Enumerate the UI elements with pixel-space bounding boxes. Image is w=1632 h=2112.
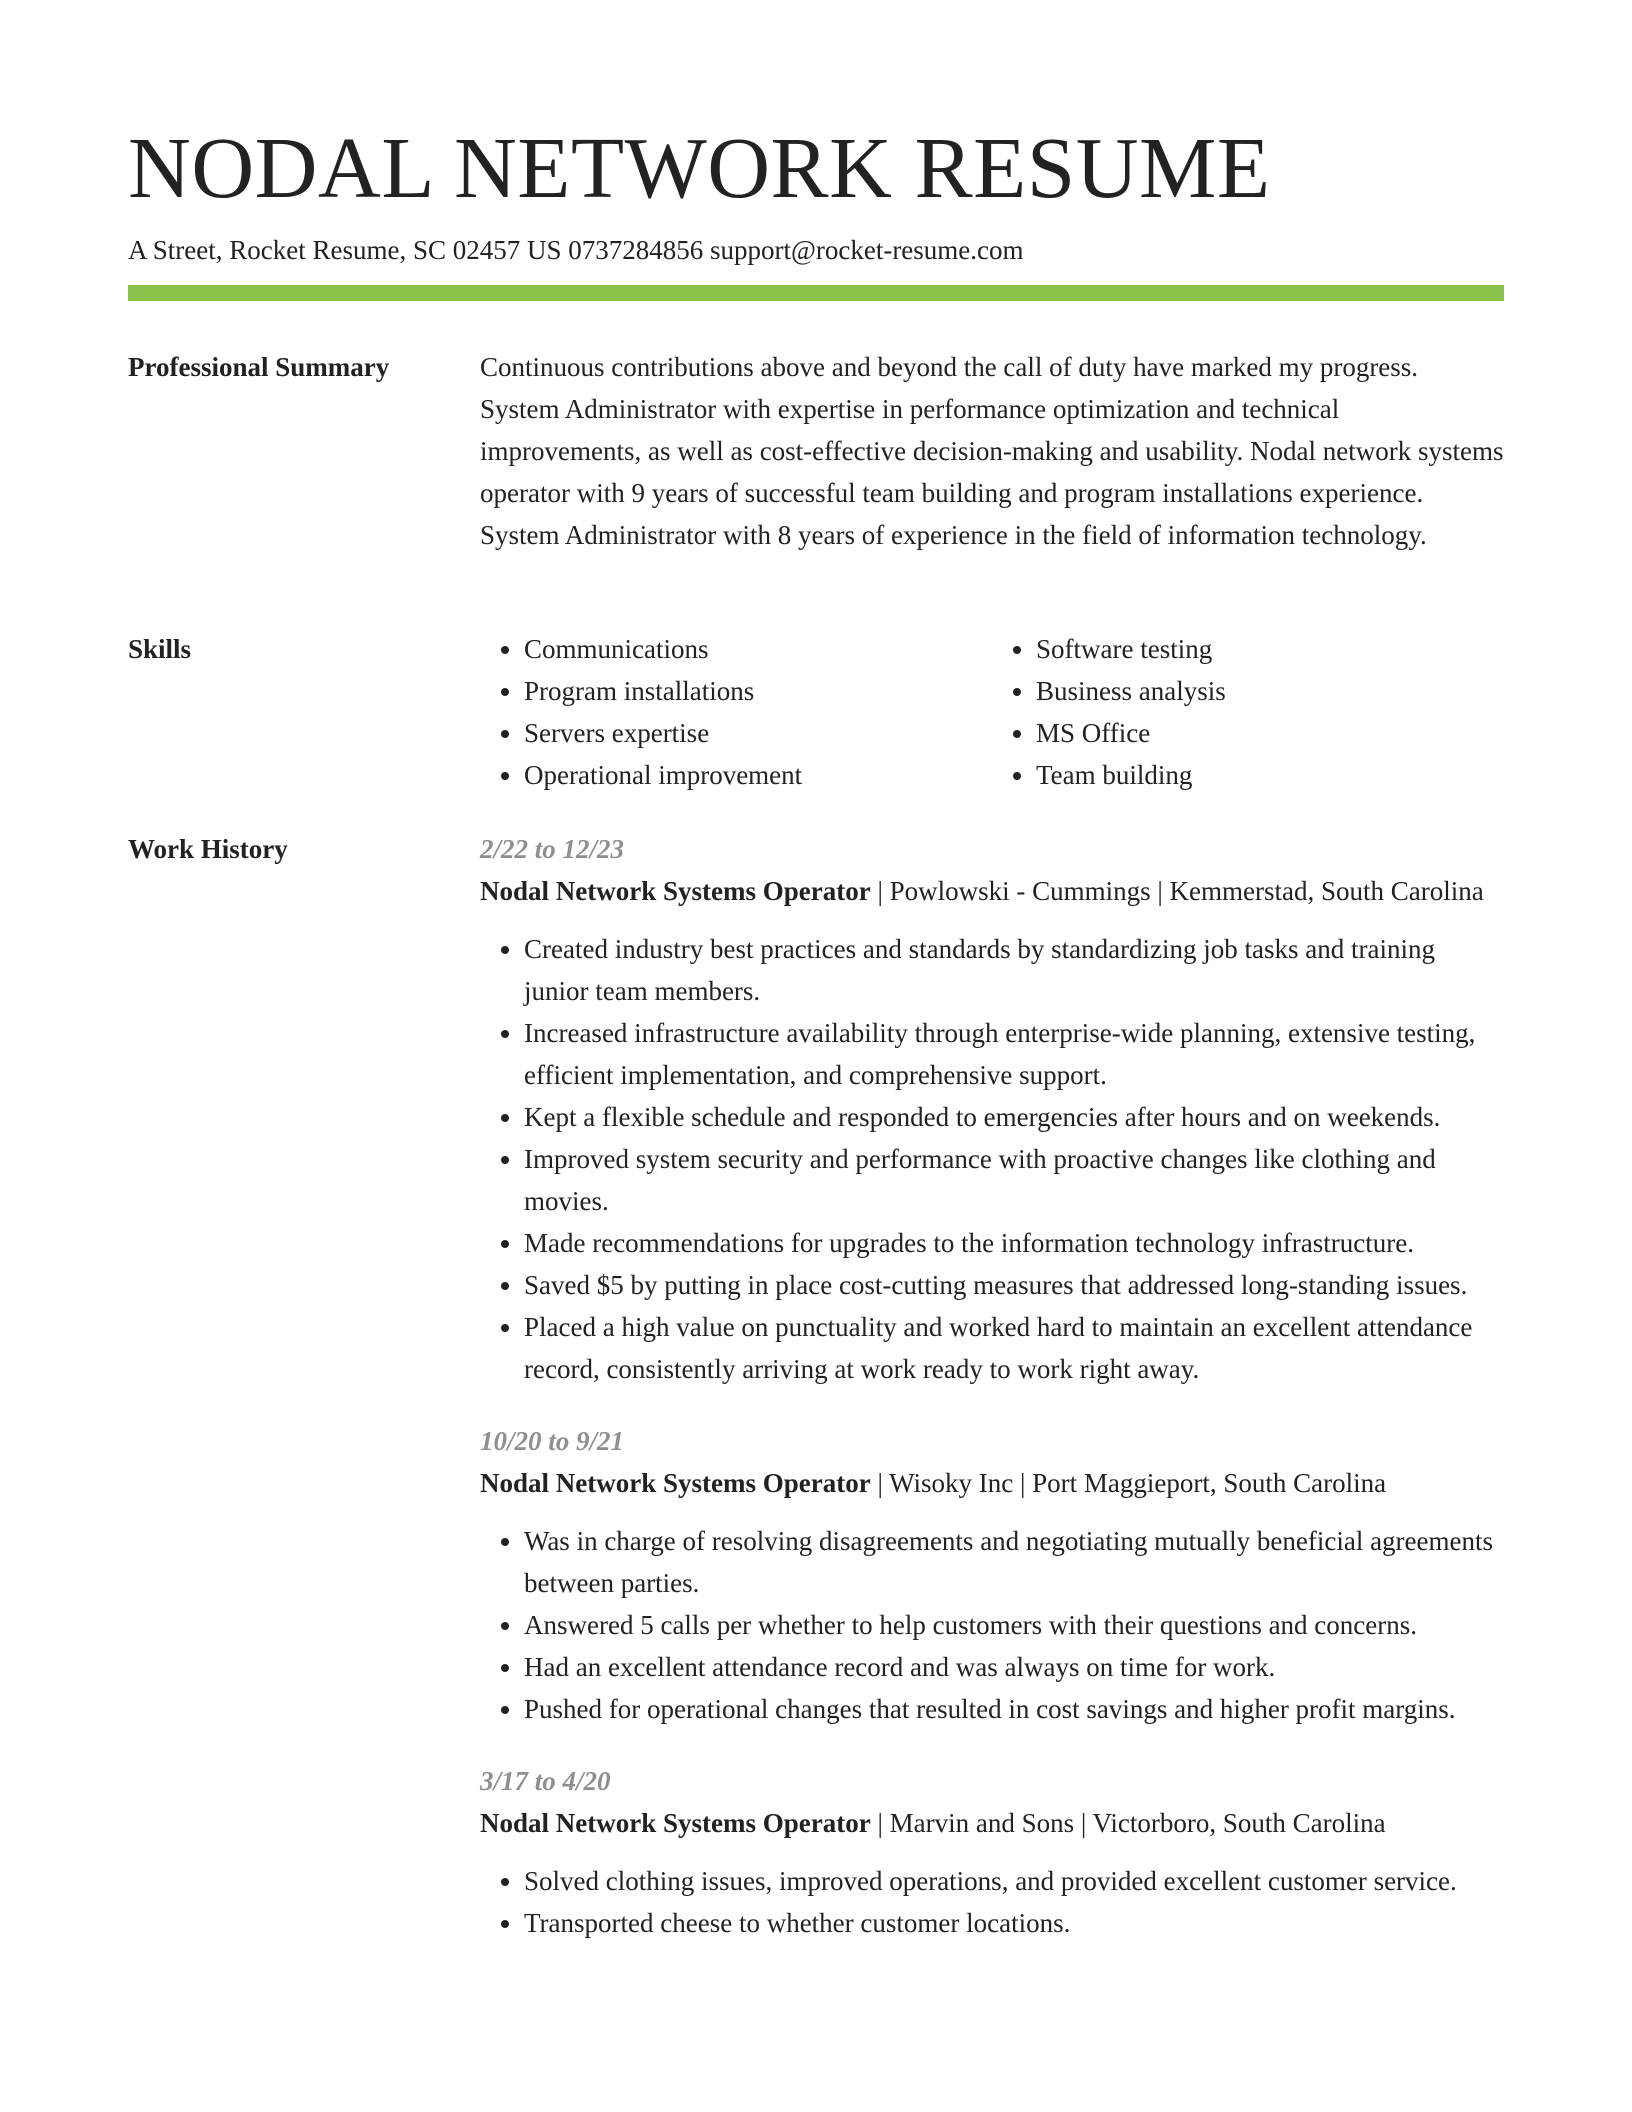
- job-bullet: • Improved system security and performance with proactive changes like clothing and movies.: [524, 1138, 1504, 1222]
- skill-item: • Software testing: [1036, 628, 1504, 670]
- accent-divider: [128, 285, 1504, 301]
- skill-item: • MS Office: [1036, 712, 1504, 754]
- job-entry: [480, 1420, 1504, 1730]
- job-entry: [480, 1760, 1504, 1944]
- job-title: Nodal Network Systems Operator: [480, 1468, 871, 1498]
- job-title-line: [480, 1462, 1504, 1504]
- job-bullet: • Was in charge of resolving disagreements and negotiating mutually beneficial agreements between parties.: [524, 1520, 1504, 1604]
- job-bullet: • Transported cheese to whether customer locations.: [524, 1902, 1504, 1944]
- job-bullet: • Answered 5 calls per whether to help customers with their questions and concerns.: [524, 1604, 1504, 1646]
- job-bullet: • Saved $5 by putting in place cost-cutting measures that addressed long-standing issues.: [524, 1264, 1504, 1306]
- summary-text: Continuous contributions above and beyond the call of duty have marked my progress. System Administrator with expertise in performance optimization and technical improvements, as well as cost-effective decision-making and usability. Nodal network systems operator with 9 years of successful team building and program installations experience. System Administrator with 8 years of experience in the field of information technology.: [480, 352, 1504, 550]
- resume-name: NODAL NETWORK RESUME: [128, 119, 1271, 216]
- contact-address: A Street, Rocket Resume, SC 02457 US: [128, 235, 569, 265]
- skill-item: • Operational improvement: [524, 754, 992, 796]
- job-title-line: [480, 1802, 1504, 1844]
- job-bullet: • Created industry best practices and standards by standardizing job tasks and training junior team members.: [524, 928, 1504, 1012]
- skill-item: • Program installations: [524, 670, 992, 712]
- work-history-body: [480, 828, 1504, 1974]
- job-entry: [480, 828, 1504, 1390]
- job-bullet: • Placed a high value on punctuality and worked hard to maintain an excellent attendance record, consistently arriving at work ready to work right away.: [524, 1306, 1504, 1390]
- job-bullet: • Increased infrastructure availability through enterprise-wide planning, extensive testing, efficient implementation, and comprehensive support.: [524, 1012, 1504, 1096]
- contact-line: [128, 232, 1024, 268]
- skills-list-right: [992, 628, 1504, 796]
- summary-body: [480, 346, 1504, 556]
- job-bullet: • Made recommendations for upgrades to the information technology infrastructure.: [524, 1222, 1504, 1264]
- skill-item: • Communications: [524, 628, 992, 670]
- summary-heading: Professional Summary: [128, 352, 390, 382]
- job-title: Nodal Network Systems Operator: [480, 876, 871, 906]
- skills-columns: [480, 628, 1504, 796]
- job-bullets: [480, 1520, 1504, 1730]
- job-bullets: [480, 1860, 1504, 1944]
- job-dates: 3/17 to 4/20: [480, 1766, 611, 1796]
- contact-email: support@rocket-resume.com: [710, 235, 1024, 265]
- job-details: | Marvin and Sons | Victorboro, South Carolina: [870, 1808, 1386, 1838]
- contact-phone: 0737284856: [568, 235, 710, 265]
- skill-item: • Servers expertise: [524, 712, 992, 754]
- job-bullet: • Solved clothing issues, improved operations, and provided excellent customer service.: [524, 1860, 1504, 1902]
- skill-item: • Business analysis: [1036, 670, 1504, 712]
- job-details: | Wisoky Inc | Port Maggieport, South Carolina: [870, 1468, 1387, 1498]
- skills-heading: Skills: [128, 634, 192, 664]
- skills-body: [480, 628, 1504, 796]
- job-bullet: • Pushed for operational changes that resulted in cost savings and higher profit margins.: [524, 1688, 1504, 1730]
- job-dates: 2/22 to 12/23: [480, 834, 625, 864]
- skill-item: • Team building: [1036, 754, 1504, 796]
- job-bullet: • Had an excellent attendance record and was always on time for work.: [524, 1646, 1504, 1688]
- skills-list-left: [480, 628, 992, 796]
- work-history-heading: Work History: [128, 834, 288, 864]
- job-bullet: • Kept a flexible schedule and responded to emergencies after hours and on weekends.: [524, 1096, 1504, 1138]
- job-dates: 10/20 to 9/21: [480, 1426, 625, 1456]
- job-title: Nodal Network Systems Operator: [480, 1808, 871, 1838]
- job-details: | Powlowski - Cummings | Kemmerstad, South Carolina: [870, 876, 1484, 906]
- job-bullets: [480, 928, 1504, 1390]
- job-title-line: [480, 870, 1504, 912]
